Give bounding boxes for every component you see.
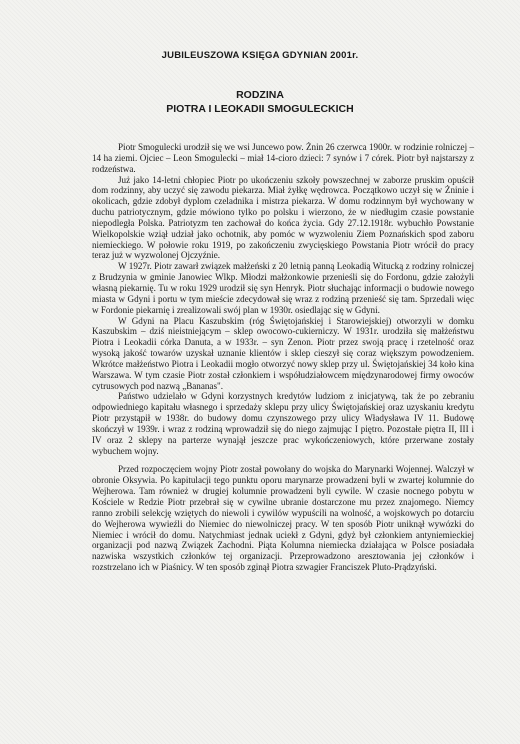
article-title (0, 88, 520, 116)
title-line-2: PIOTRA I LEOKADII SMOGULECKICH (166, 103, 354, 115)
article-body (92, 142, 474, 573)
paragraph: Piotr Smogulecki urodził się we wsi Juncewo pow. Żnin 26 czerwca 1900r. w rodzinie rolniczej – 14 ha ziemi. Ojciec – Leon Smogulecki – miał 14-cioro dzieci: 7 synów i 7 córek. Piotr był najstarszy z rodzeństwa. (92, 142, 474, 174)
title-line-1: RODZINA (236, 89, 284, 101)
paragraph: W Gdyni na Placu Kaszubskim (róg Świętojańskiej i Starowiejskiej) otworzyli w domku Kaszubskim – dziś nieistniejącym – sklep owocowo-cukierniczy. W 1931r. urodziła się małżeństwu Piotra i Leokadii córka Danuta, a w 1933r. – syn Zenon. Piotr przez swoją pracę i rzetelność oraz wysoką jakość towarów uzyskał uznanie klientów i sklep cieszył się coraz większym powodzeniem. Wkrótce małżeństwo Piotra i Leokadii mogło otworzyć nowy sklep przy ul. Świętojańskiej 34 koło kina Warszawa. W tym czasie Piotr został członkiem i współudziałowcem międzynarodowej firmy owoców cytrusowych pod nazwą „Bananas". (92, 315, 474, 391)
paragraph: Państwo udzielało w Gdyni korzystnych kredytów ludziom z inicjatywą, tak że po zebraniu odpowiedniego kapitału własnego i sprzedaży sklepu przy ulicy Świętojańskiej oraz uzyskaniu kredytu Piotr przystąpił w 1938r. do budowy domu czynszowego przy ulicy Władysława IV 11. Budowę skończył w 1939r. i wraz z rodziną wprowadził się do niego zajmując I piętro. Pozostałe piętra II, III i IV oraz 2 sklepy na parterze wynajął jeszcze prac wykończeniowych, które przerwane zostały wybuchem wojny. (92, 391, 474, 456)
book-header: JUBILEUSZOWA KSIĘGA GDYNIAN 2001r. (161, 50, 359, 61)
paragraph: W 1927r. Piotr zawarł związek małżeński z 20 letnią panną Leokadią Witucką z rodziny rolniczej z Brudzynia w gminie Janowiec Wlkp. Młodzi małżonkowie przenieśli się do Fordonu, gdzie założyli własną piekarnię. Tu w roku 1929 urodził się syn Henryk. Piotr słuchając informacji o budowie nowego miasta w Gdyni i portu w tym mieście zdecydował się wraz z rodziną przenieść się tam. Sprzedali więc w Fordonie piekarnię i zrealizowali swój plan w 1930r. osiedlając się w Gdyni. (92, 261, 474, 315)
paragraph: Przed rozpoczęciem wojny Piotr został powołany do wojska do Marynarki Wojennej. Walczył w obronie Oksywia. Po kapitulacji tego punktu oporu marynarze prowadzeni byli w zwartej kolumnie do Wejherowa. Tam również w drugiej kolumnie prowadzeni byli cywile. W czasie nocnego pobytu w Kościele w Redzie Piotr przebrał się w cywilne ubranie dostarczone mu przez znajomego. Niemcy ranno zrobili selekcję wziętych do niewoli i cywilów wypuścili na wolność, a wojskowych po dotarciu do Wejherowa wywieźli do Niemiec do niewolniczej pracy. W ten sposób Piotr uniknął wywózki do Niemiec i wrócił do domu. Natychmiast jednak uciekł z Gdyni, gdyż był członkiem antyniemieckiej organizacji pod nazwą Związek Zachodni. Piąta Kolumna niemiecka działająca w Polsce posiadała nazwiska wszystkich członków tej organizacji. Przeprowadzono aresztowania jej członków i rozstrzelano ich w Piaśnicy. W ten sposób zginął Piotra szwagier Franciszek Pluto-Prądzyński. (92, 464, 474, 573)
paragraph: Już jako 14-letni chłopiec Piotr po ukończeniu szkoły powszechnej w zaborze pruskim opuścił dom rodzinny, aby uczyć się zawodu piekarza. Miał żyłkę wędrowca. Początkowo uczył się w Żninie i okolicach, gdzie zdobył dyplom czeladnika i mistrza piekarza. W domu rodzinnym był wychowany w duchu patriotycznym, gdzie mówiono tylko po polsku i wierzono, że w niedługim czasie powstanie niepodległa Polska. Patriotyzm ten zachował do końca życia. Gdy 27.12.1918r. wybuchło Powstanie Wielkopolskie wziął udział jako ochotnik, aby pomóc w wyzwoleniu Ziem Poznańskich spod zaboru niemieckiego. W połowie roku 1919, po zakończeniu zwycięskiego Powstania Piotr wrócił do pracy teraz już w wyzwolonej Ojczyźnie. (92, 174, 474, 261)
